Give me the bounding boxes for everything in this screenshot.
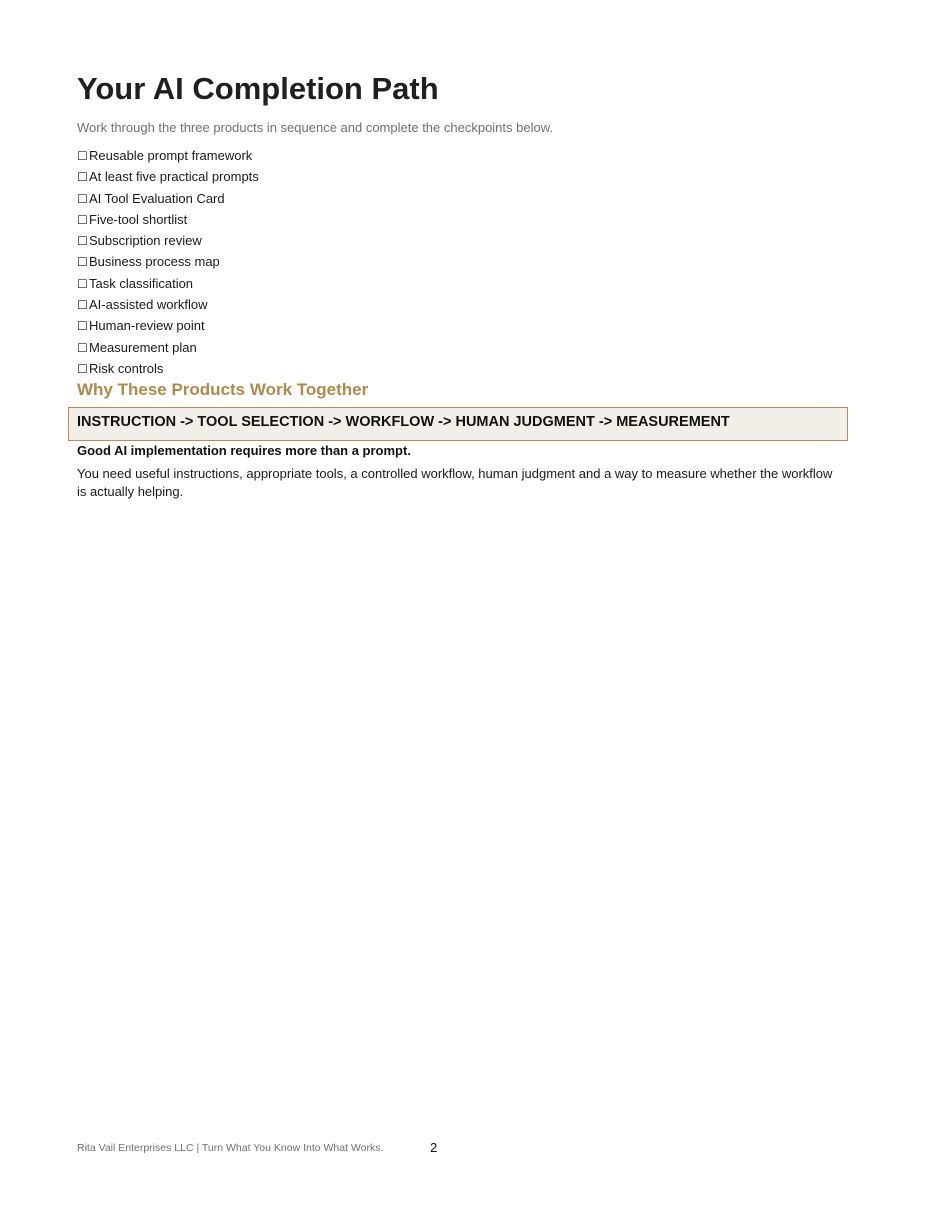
- checklist-item-label: Human-review point: [89, 318, 205, 334]
- checkbox-icon[interactable]: ☐: [77, 298, 88, 313]
- checklist-item: [77, 251, 259, 272]
- checkbox-icon[interactable]: ☐: [77, 212, 88, 227]
- checklist-item-label: Measurement plan: [89, 339, 197, 355]
- checklist-item-label: AI Tool Evaluation Card: [89, 190, 225, 206]
- checkbox-icon[interactable]: ☐: [77, 340, 88, 355]
- checklist-item-label: Five-tool shortlist: [89, 211, 188, 227]
- checklist-item: [77, 230, 259, 251]
- checklist-item: [77, 273, 259, 294]
- checklist-item: [77, 294, 259, 315]
- checkpoint-list: [77, 145, 259, 379]
- checkbox-icon[interactable]: ☐: [77, 234, 88, 249]
- checkbox-icon[interactable]: ☐: [77, 170, 88, 185]
- checklist-item: [77, 337, 259, 358]
- checklist-item: [77, 188, 259, 209]
- checkbox-icon[interactable]: ☐: [77, 149, 88, 163]
- checkbox-icon[interactable]: ☐: [77, 276, 88, 291]
- checklist-item-label: Task classification: [89, 275, 194, 291]
- checkbox-icon[interactable]: ☐: [77, 255, 88, 270]
- page-subtitle: Work through the three products in sequence and complete the checkpoints below.: [77, 120, 553, 135]
- checklist-item: [77, 358, 259, 379]
- checklist-item-label: Risk controls: [89, 360, 164, 376]
- checklist-item-label: AI-assisted workflow: [89, 297, 208, 313]
- checklist-item-label: Reusable prompt framework: [89, 148, 253, 163]
- checkbox-icon[interactable]: ☐: [77, 319, 88, 334]
- checklist-item: [77, 166, 259, 187]
- checklist-item-label: Business process map: [89, 254, 220, 270]
- checklist-item-label: At least five practical prompts: [89, 169, 259, 185]
- section-lead: Good AI implementation requires more than a prompt.: [77, 443, 411, 458]
- checkbox-icon[interactable]: ☐: [77, 191, 88, 206]
- checklist-item-label: Subscription review: [89, 233, 202, 249]
- checklist-item: [77, 315, 259, 336]
- section-heading: Why These Products Work Together: [77, 380, 369, 399]
- footer-text: Rita Vail Enterprises LLC | Turn What You Know Into What Works.: [77, 1142, 384, 1154]
- process-flow-callout: INSTRUCTION -> TOOL SELECTION -> WORKFLOW -> HUMAN JUDGMENT -> MEASUREMENT: [68, 407, 848, 441]
- checkbox-icon[interactable]: ☐: [77, 361, 88, 376]
- checklist-item: [77, 209, 259, 230]
- page-number: 2: [430, 1140, 438, 1155]
- section-body: You need useful instructions, appropriate tools, a controlled workflow, human judgment and a way to measure whether the workflow is actually helping.: [77, 466, 833, 499]
- page-title: Your AI Completion Path: [77, 71, 439, 106]
- checklist-item: [77, 145, 259, 166]
